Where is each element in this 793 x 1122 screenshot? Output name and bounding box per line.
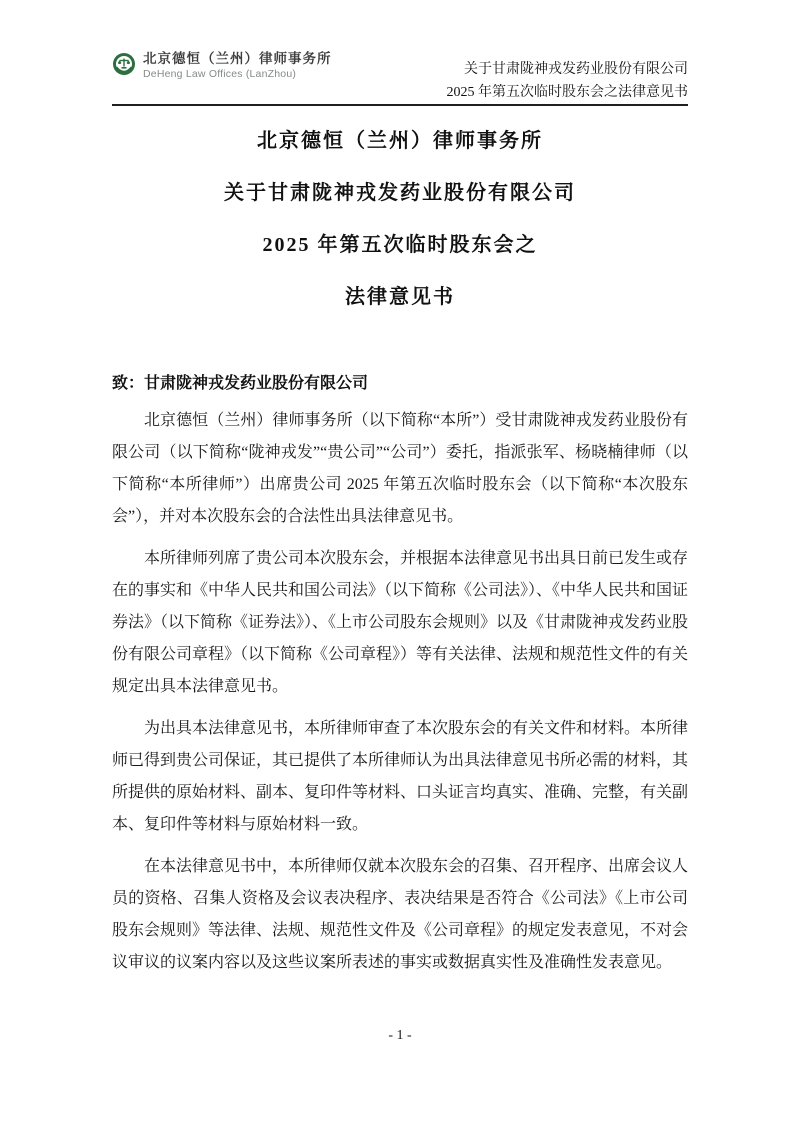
firm-name-en: DeHeng Law Offices (LanZhou) (143, 68, 297, 80)
title-meeting-session: 2025 年第五次临时股东会之 (262, 234, 538, 256)
paragraph-legal-basis: 本所律师列席了贵公司本次股东会，并根据本法律意见书出具日前已发生或存在的事实和《中华人民共和国公司法》（以下简称《公司法》）、《中华人民共和国证券法》（以下简称《证券法》）、《上市公司股东会规则》以及《甘肃陇神戎发药业股份有限公司章程》（以下简称《公司章程》）等有关法律、法规和规范性文件的有关规定出具本法律意见书。 (112, 550, 689, 695)
document-body (112, 120, 688, 979)
header-doc-ref-line1: 关于甘肃陇神戎发药业股份有限公司 (464, 62, 688, 77)
page-number: - 1 - (388, 1028, 412, 1043)
page-header (112, 50, 688, 104)
title-doc-type: 法律意见书 (345, 286, 455, 308)
paragraph-engagement: 北京德恒（兰州）律师事务所（以下简称“本所”）受甘肃陇神戎发药业股份有限公司（以下简称“陇神戎发”“贵公司”“公司”）委托，指派张军、杨晓楠律师（以下简称“本所律师”）出席贵公司 2025 年第五次临时股东会（以下简称“本次股东会”），并对本次股东会的合法性出具法律意见书。 (112, 412, 688, 525)
paragraph-scope-of-opinion: 在本法律意见书中，本所律师仅就本次股东会的召集、召开程序、出席会议人员的资格、召集人资格及会议表决程序、表决结果是否符合《公司法》《上市公司股东会规则》等法律、法规、规范性文件及《公司章程》的规定发表意见，不对会议审议的议案内容以及这些议案所表述的事实或数据真实性及准确性发表意见。 (112, 858, 689, 971)
paragraph-materials-assurance: 为出具本法律意见书，本所律师审查了本次股东会的有关文件和材料。本所律师已得到贵公司保证，其已提供了本所律师认为出具法律意见书所必需的材料，其所提供的原始材料、副本、复印件等材料、口头证言均真实、准确、完整，有关副本、复印件等材料与原始材料一致。 (112, 720, 689, 833)
title-company-subject: 关于甘肃陇神戎发药业股份有限公司 (224, 182, 576, 204)
firm-name-cn: 北京德恒（兰州）律师事务所 (143, 51, 332, 66)
header-doc-reference (447, 58, 689, 104)
salutation-line: 致：甘肃陇神戎发药业股份有限公司 (112, 375, 369, 392)
deheng-seal-logo-icon (112, 52, 136, 76)
firm-names (143, 50, 332, 81)
header-doc-ref-line2: 2025 年第五次临时股东会之法律意见书 (446, 85, 688, 100)
title-firm-name: 北京德恒（兰州）律师事务所 (257, 130, 543, 152)
firm-identity-block (112, 50, 332, 81)
header-divider (112, 104, 688, 106)
